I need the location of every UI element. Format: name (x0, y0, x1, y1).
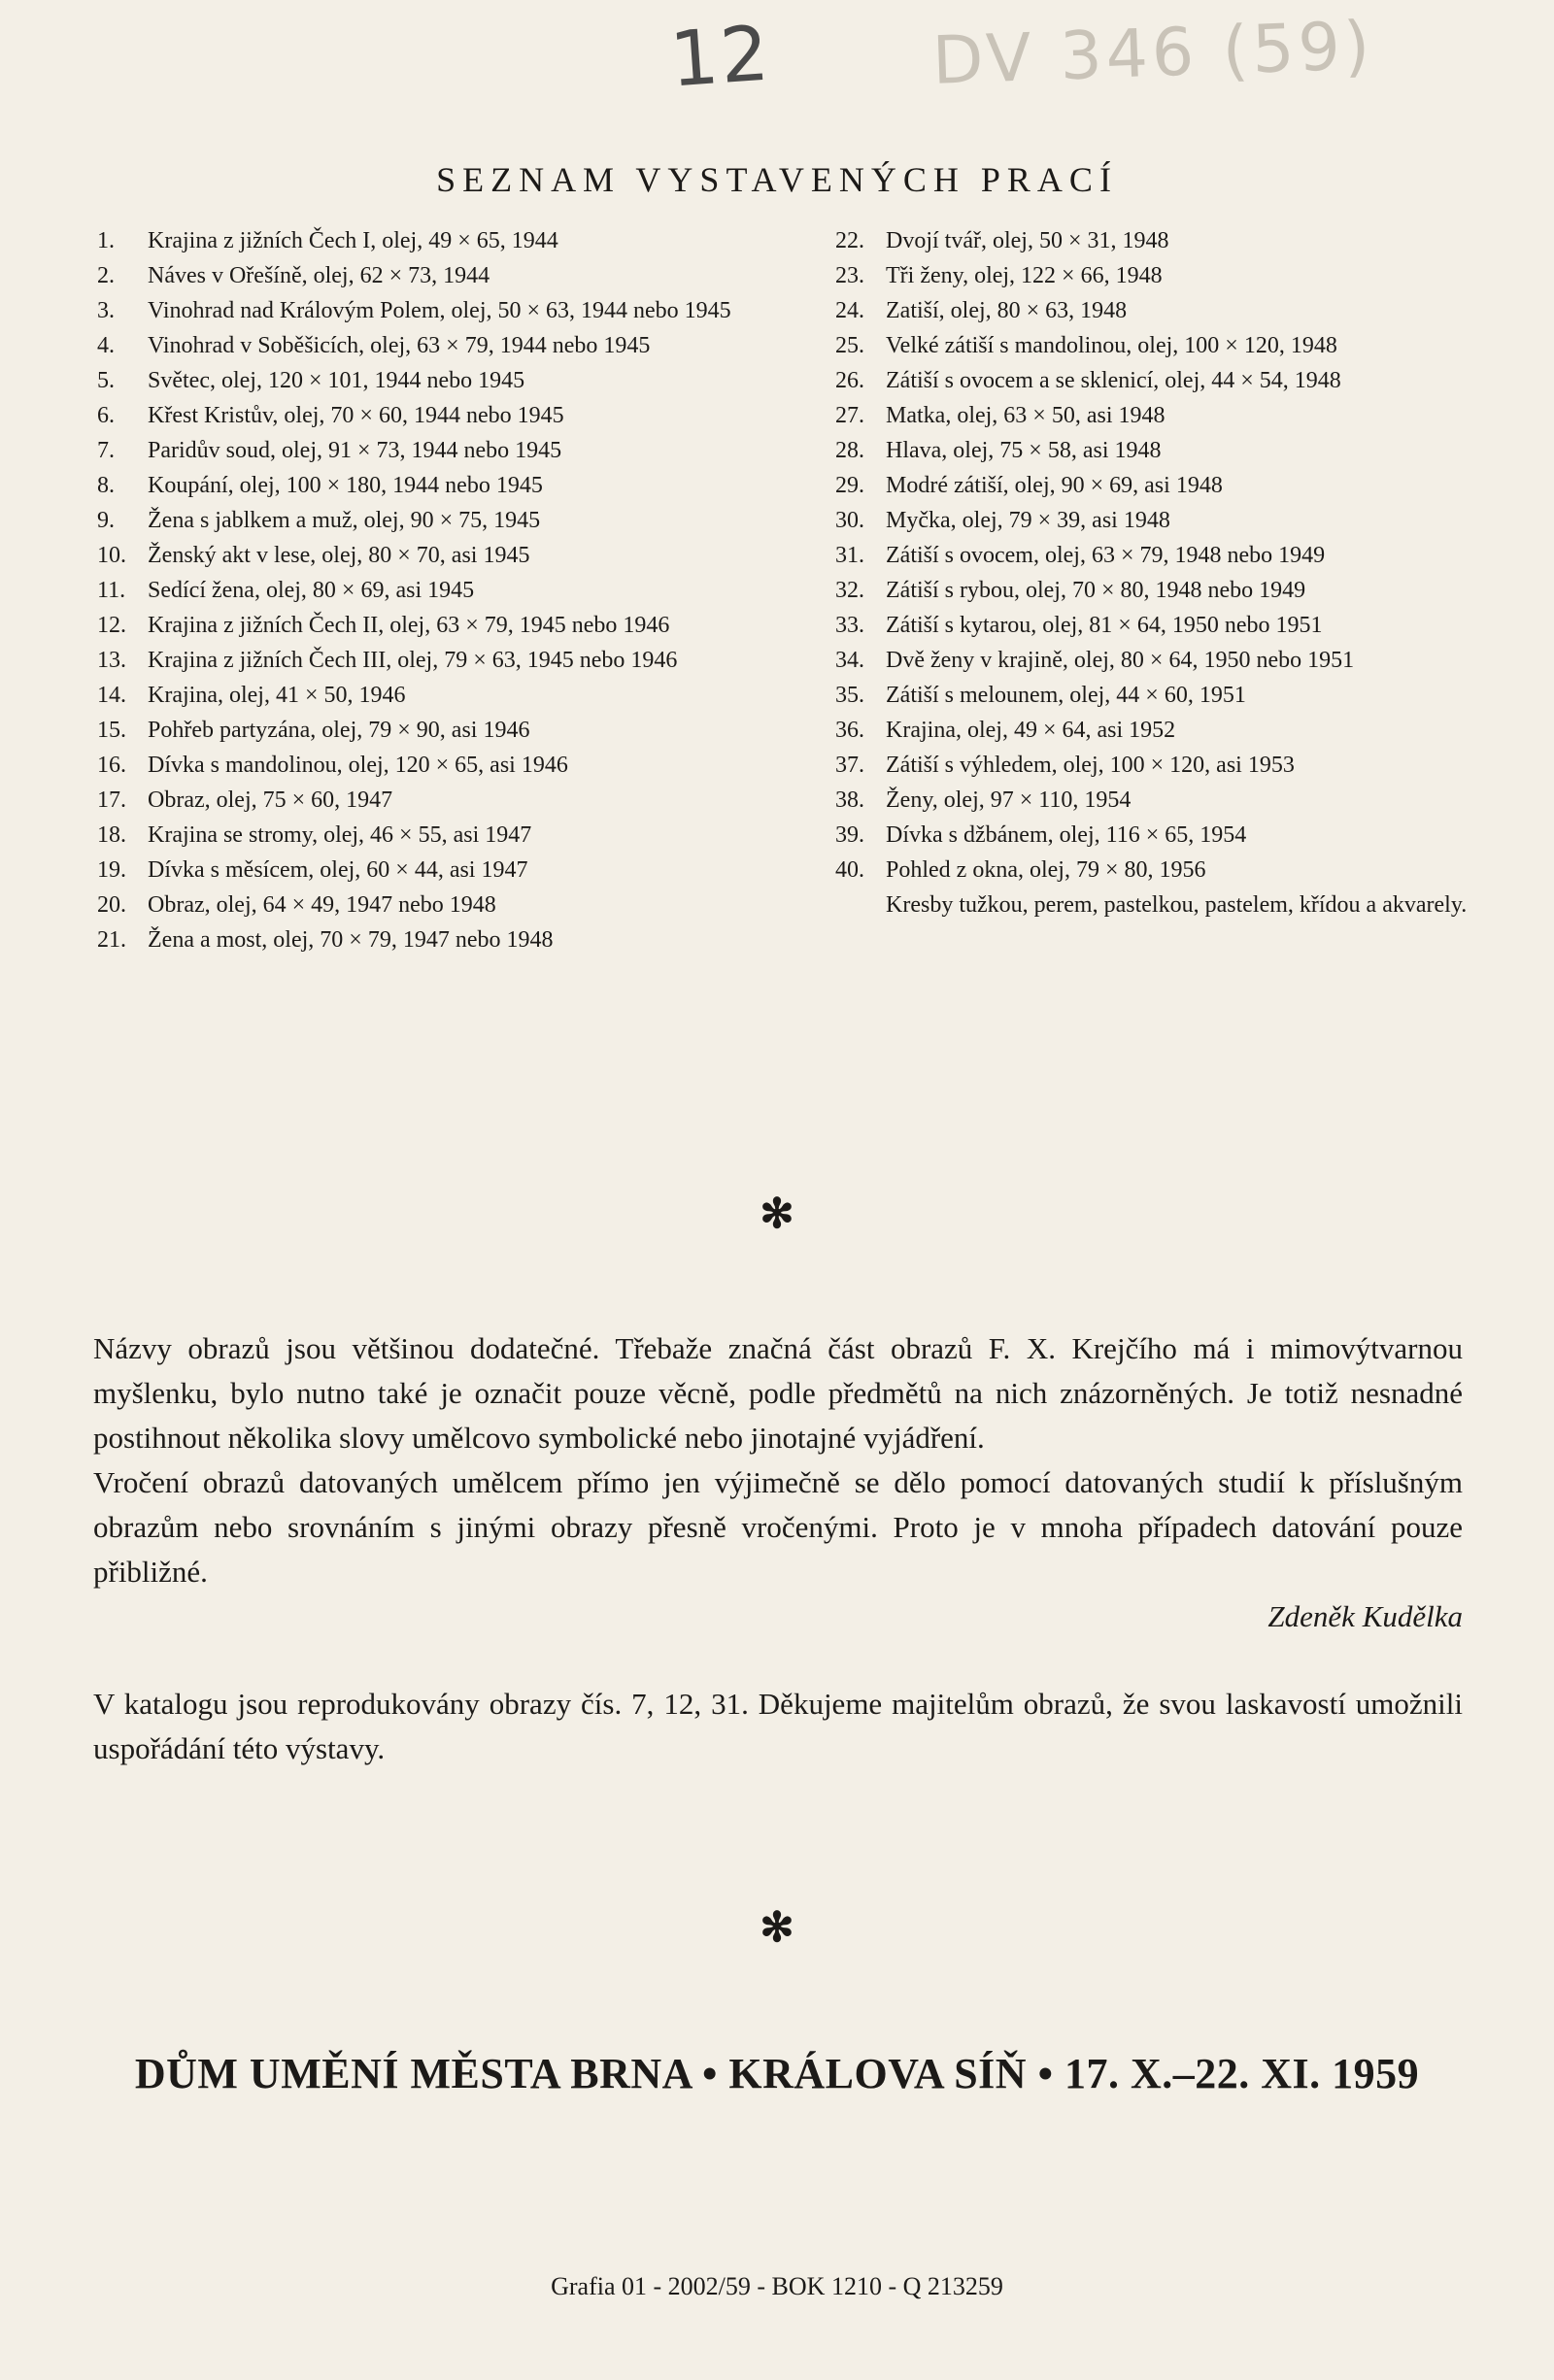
work-number: 17. (97, 788, 126, 813)
work-description: Krajina, olej, 49 × 64, asi 1952 (886, 718, 1176, 743)
work-description: Krajina z jižních Čech III, olej, 79 × 63, 1945 nebo 1946 (148, 648, 678, 673)
work-item (835, 223, 1476, 258)
work-description: Žena a most, olej, 70 × 79, 1947 nebo 1948 (148, 927, 554, 953)
work-item (97, 818, 796, 853)
works-list-right (835, 223, 1476, 922)
work-description: Krajina z jižních Čech I, olej, 49 × 65, 1944 (148, 228, 558, 253)
work-number: 27. (835, 403, 864, 428)
work-number: 35. (835, 683, 864, 708)
work-item (97, 748, 796, 783)
work-number: 12. (97, 613, 126, 638)
work-number: 5. (97, 368, 115, 393)
separator-ornament: ✻ (760, 1906, 794, 1951)
work-description: Matka, olej, 63 × 50, asi 1948 (886, 403, 1166, 428)
work-item (97, 398, 796, 433)
work-description: Paridův soud, olej, 91 × 73, 1944 nebo 1945 (148, 438, 562, 463)
work-description: Zatiší, olej, 80 × 63, 1948 (886, 298, 1128, 323)
work-number: 21. (97, 927, 126, 953)
note-paragraph: Vročení obrazů datovaných umělcem přímo jen výjimečně se dělo pomocí datovaných studií k příslušným obrazům nebo srovnáním s jinými obrazy přesně vročenými. Proto je v mnoha případech datování pouze přibližné. (93, 1465, 1463, 1589)
work-description: Náves v Ořešíně, olej, 62 × 73, 1944 (148, 263, 490, 288)
work-description: Zátiší s ovocem, olej, 63 × 79, 1948 nebo 1949 (886, 543, 1326, 568)
notes-section (93, 1326, 1463, 1771)
work-item (97, 328, 796, 363)
work-number: 6. (97, 403, 115, 428)
work-description: Zátiší s výhledem, olej, 100 × 120, asi 1953 (886, 753, 1295, 778)
work-item (97, 433, 796, 468)
work-number: 40. (835, 857, 864, 883)
work-item (835, 678, 1476, 713)
separator-ornament: ✻ (760, 1192, 794, 1237)
work-number: 33. (835, 613, 864, 638)
work-number: 10. (97, 543, 126, 568)
work-item (97, 293, 796, 328)
work-item (97, 713, 796, 748)
work-number: 23. (835, 263, 864, 288)
work-item (835, 643, 1476, 678)
work-item (97, 223, 796, 258)
work-description: Vinohrad nad Královým Polem, olej, 50 × 63, 1944 nebo 1945 (148, 298, 731, 323)
work-number: 22. (835, 228, 864, 253)
work-number: 2. (97, 263, 115, 288)
work-item (835, 293, 1476, 328)
work-description: Sedící žena, olej, 80 × 69, asi 1945 (148, 578, 475, 603)
work-number: 20. (97, 892, 126, 918)
work-item (97, 678, 796, 713)
work-item (835, 748, 1476, 783)
work-description: Krajina se stromy, olej, 46 × 55, asi 1947 (148, 822, 532, 848)
work-description: Světec, olej, 120 × 101, 1944 nebo 1945 (148, 368, 525, 393)
work-number: 19. (97, 857, 126, 883)
venue-line: DŮM UMĚNÍ MĚSTA BRNA • KRÁLOVA SÍŇ • 17. X.–22. XI. 1959 (134, 2050, 1420, 2097)
work-description: Koupání, olej, 100 × 180, 1944 nebo 1945 (148, 473, 543, 498)
work-number: 13. (97, 648, 126, 673)
work-number: 37. (835, 753, 864, 778)
work-item (835, 573, 1476, 608)
work-number: 29. (835, 473, 864, 498)
work-item (97, 643, 796, 678)
work-item (835, 818, 1476, 853)
printer-imprint: Grafia 01 - 2002/59 - BOK 1210 - Q 213259 (551, 2272, 1003, 2300)
work-number: 38. (835, 788, 864, 813)
acknowledgement: V katalogu jsou reprodukovány obrazy čís. 7, 12, 31. Děkujeme majitelům obrazů, že svou laskavostí umožnili uspořádání této výstavy. (93, 1687, 1463, 1765)
work-item (97, 258, 796, 293)
work-item (97, 888, 796, 922)
work-item (97, 503, 796, 538)
work-description: Ženský akt v lese, olej, 80 × 70, asi 1945 (148, 543, 530, 568)
work-description: Dvojí tvář, olej, 50 × 31, 1948 (886, 228, 1169, 253)
work-description: Myčka, olej, 79 × 39, asi 1948 (886, 508, 1170, 533)
work-description: Vinohrad v Soběšicích, olej, 63 × 79, 1944 nebo 1945 (148, 333, 651, 358)
work-item (835, 853, 1476, 888)
work-description: Dívka s džbánem, olej, 116 × 65, 1954 (886, 822, 1247, 848)
work-number: 25. (835, 333, 864, 358)
work-description: Zátiší s ovocem a se sklenicí, olej, 44 × 54, 1948 (886, 368, 1341, 393)
work-number: 16. (97, 753, 126, 778)
work-item (97, 573, 796, 608)
signature: Zdeněk Kudělka (1267, 1599, 1463, 1633)
works-list-left (97, 223, 796, 957)
work-description: Dvě ženy v krajině, olej, 80 × 64, 1950 nebo 1951 (886, 648, 1355, 673)
work-number: 1. (97, 228, 115, 253)
work-number: 26. (835, 368, 864, 393)
work-item (835, 433, 1476, 468)
work-item (97, 468, 796, 503)
work-item (835, 538, 1476, 573)
work-item (835, 713, 1476, 748)
work-description: Velké zátiší s mandolinou, olej, 100 × 120, 1948 (886, 333, 1337, 358)
work-number: 14. (97, 683, 126, 708)
work-number: 8. (97, 473, 115, 498)
work-item (835, 783, 1476, 818)
work-number: 7. (97, 438, 115, 463)
work-description: Obraz, olej, 64 × 49, 1947 nebo 1948 (148, 892, 496, 918)
work-number: 15. (97, 718, 126, 743)
work-number: 39. (835, 822, 864, 848)
work-item (97, 922, 796, 957)
work-description: Žena s jablkem a muž, olej, 90 × 75, 1945 (148, 508, 541, 533)
work-description: Krajina z jižních Čech II, olej, 63 × 79, 1945 nebo 1946 (148, 613, 670, 638)
work-number: 4. (97, 333, 115, 358)
work-description: Dívka s měsícem, olej, 60 × 44, asi 1947 (148, 857, 528, 883)
note-paragraph: Názvy obrazů jsou většinou dodatečné. Třebaže značná část obrazů F. X. Krejčího má i mimovýtvarnou myšlenku, bylo nutno také je označit pouze věcně, podle předmětů na nich znázorněných. Je totiž nesnadné postihnout několika slovy umělcovo symbolické nebo jinotajné vyjádření. (93, 1331, 1463, 1455)
work-item (97, 363, 796, 398)
work-description: Pohled z okna, olej, 79 × 80, 1956 (886, 857, 1206, 883)
work-description: Hlava, olej, 75 × 58, asi 1948 (886, 438, 1162, 463)
work-description: Modré zátiší, olej, 90 × 69, asi 1948 (886, 473, 1223, 498)
page-title: SEZNAM VYSTAVENÝCH PRACÍ (436, 160, 1118, 200)
work-description: Pohřeb partyzána, olej, 79 × 90, asi 1946 (148, 718, 530, 743)
work-number: 24. (835, 298, 864, 323)
work-description: Tři ženy, olej, 122 × 66, 1948 (886, 263, 1163, 288)
handwritten-annotation: 12 (666, 10, 774, 105)
archive-mark: DV 346 (59) (930, 8, 1375, 100)
work-description: Křest Kristův, olej, 70 × 60, 1944 nebo 1945 (148, 403, 564, 428)
work-description: Dívka s mandolinou, olej, 120 × 65, asi 1946 (148, 753, 568, 778)
work-number: 11. (97, 578, 126, 603)
drawings-note: Kresby tužkou, perem, pastelkou, pastelem, křídou a akvarely. (886, 892, 1468, 918)
work-number: 18. (97, 822, 126, 848)
work-description: Obraz, olej, 75 × 60, 1947 (148, 788, 393, 813)
work-description: Zátiší s melounem, olej, 44 × 60, 1951 (886, 683, 1246, 708)
work-number: 30. (835, 508, 864, 533)
work-item (97, 608, 796, 643)
work-description: Krajina, olej, 41 × 50, 1946 (148, 683, 406, 708)
work-item (835, 328, 1476, 363)
work-description: Ženy, olej, 97 × 110, 1954 (886, 788, 1132, 813)
work-item (835, 363, 1476, 398)
work-item (835, 398, 1476, 433)
work-number: 3. (97, 298, 115, 323)
work-item (97, 853, 796, 888)
work-number: 34. (835, 648, 864, 673)
work-description: Zátiší s rybou, olej, 70 × 80, 1948 nebo 1949 (886, 578, 1306, 603)
work-number: 31. (835, 543, 864, 568)
work-item (97, 783, 796, 818)
work-item (835, 468, 1476, 503)
work-item (97, 538, 796, 573)
work-number: 36. (835, 718, 864, 743)
work-item (835, 258, 1476, 293)
work-number: 28. (835, 438, 864, 463)
work-number: 32. (835, 578, 864, 603)
work-item (835, 503, 1476, 538)
work-description: Zátiší s kytarou, olej, 81 × 64, 1950 nebo 1951 (886, 613, 1323, 638)
work-number: 9. (97, 508, 115, 533)
work-item (835, 608, 1476, 643)
